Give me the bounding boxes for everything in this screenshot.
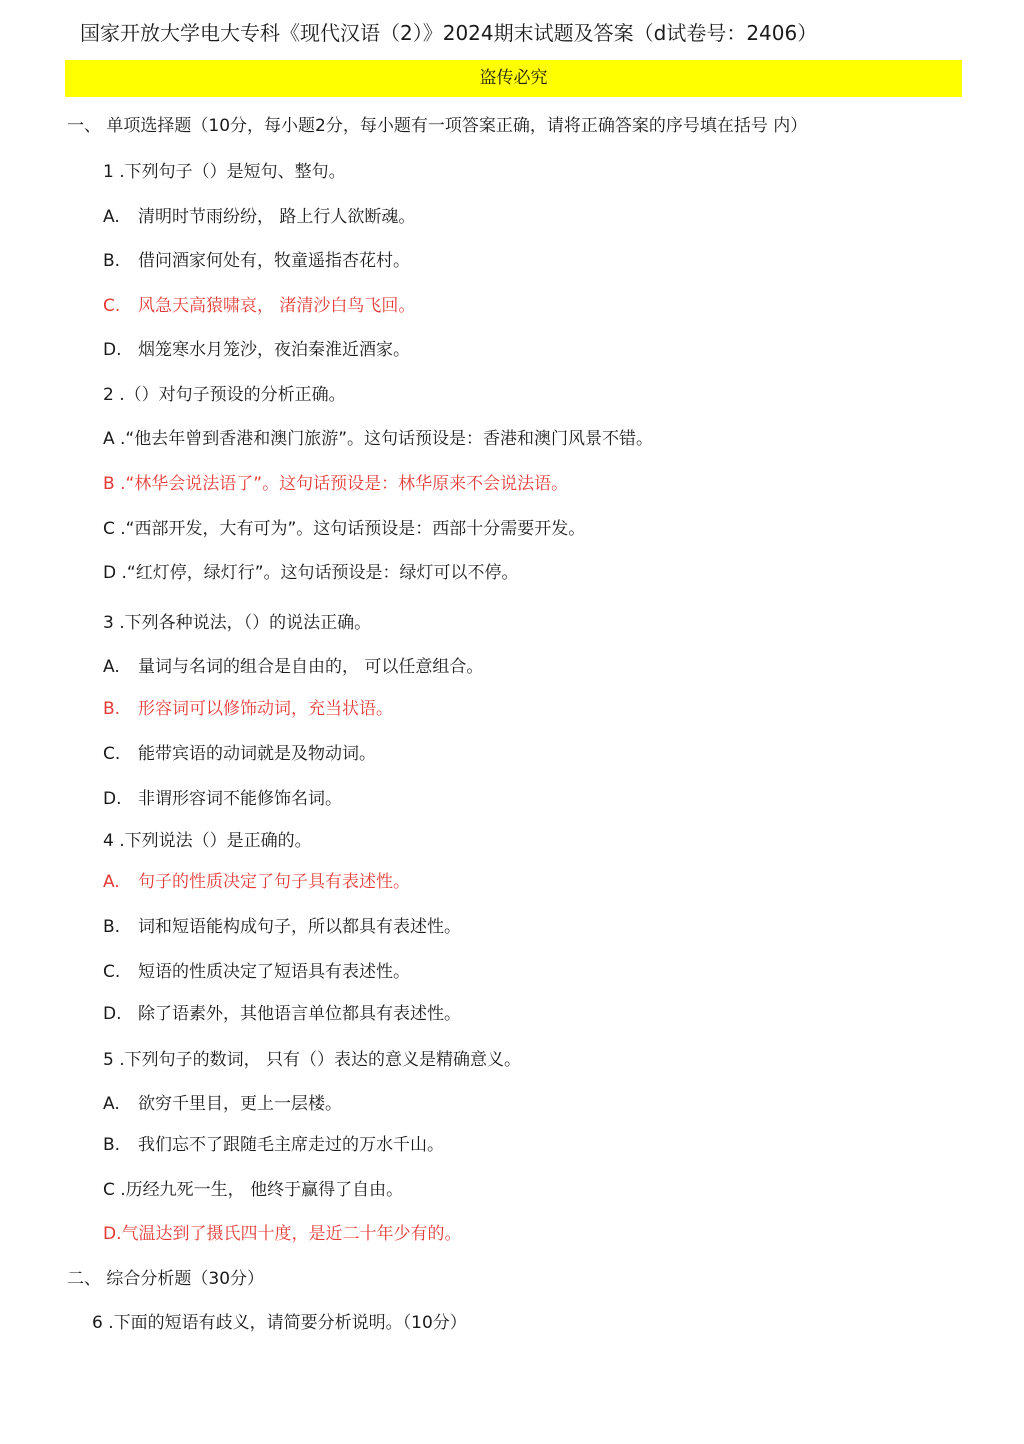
q3-option-b-letter: B. <box>103 699 121 719</box>
q4-option-c-letter: C. <box>103 962 121 982</box>
section-1-heading: 一、 单项选择题（10分，每小题2分，每小题有一项答案正确，请将正确答案的序号填在括号 内） <box>67 116 808 136</box>
copyright-banner: 盗传必究 <box>65 60 962 97</box>
q1-option-c-text: 风急天高猿啸哀， 渚清沙白鸟飞回。 <box>138 296 416 316</box>
question-5-stem: 5 .下列句子的数词， 只有（）表达的意义是精确意义。 <box>103 1050 522 1070</box>
q4-option-a-answer <box>103 869 410 895</box>
q2-option-a: A .“他去年曾到香港和澳门旅游”。这句话预设是：香港和澳门风景不错。 <box>103 429 654 449</box>
q4-option-b-letter: B. <box>103 917 121 937</box>
q5-option-a-letter: A. <box>103 1094 120 1114</box>
q3-option-c-letter: C. <box>103 744 121 764</box>
document-title: 国家开放大学电大专科《现代汉语（2）》2024期末试题及答案（d试卷号：2406） <box>80 21 818 45</box>
q4-option-a-text: 句子的性质决定了句子具有表述性。 <box>138 872 410 892</box>
q3-option-b-text: 形容词可以修饰动词，充当状语。 <box>138 699 393 719</box>
q1-option-a-letter: A. <box>103 207 120 227</box>
q2-option-b-answer: B .“林华会说法语了”。这句话预设是：林华原来不会说法语。 <box>103 474 569 494</box>
q5-option-b-text: 我们忘不了跟随毛主席走过的万水千山。 <box>138 1135 444 1155</box>
q4-option-d-letter: D. <box>103 1004 122 1024</box>
q2-option-d: D .“红灯停，绿灯行”。这句话预设是：绿灯可以不停。 <box>103 563 519 583</box>
q3-option-a-text: 量词与名词的组合是自由的， 可以任意组合。 <box>138 657 484 677</box>
q3-option-b-answer <box>103 696 393 722</box>
q3-option-d-text: 非谓形容词不能修饰名词。 <box>138 789 342 809</box>
q5-option-a <box>103 1091 342 1117</box>
q4-option-d-text: 除了语素外，其他语言单位都具有表述性。 <box>138 1004 461 1024</box>
q5-option-b <box>103 1132 444 1158</box>
q2-option-c: C .“西部开发，大有可为”。这句话预设是：西部十分需要开发。 <box>103 519 586 539</box>
question-2-stem: 2 .（）对句子预设的分析正确。 <box>103 385 346 405</box>
q4-option-b <box>103 914 461 940</box>
q4-option-a-letter: A. <box>103 872 120 892</box>
q1-option-b-letter: B. <box>103 251 121 271</box>
q1-option-c-answer <box>103 293 415 319</box>
q5-option-b-letter: B. <box>103 1135 121 1155</box>
q3-option-c-text: 能带宾语的动词就是及物动词。 <box>138 744 376 764</box>
q1-option-d-text: 烟笼寒水月笼沙，夜泊秦淮近酒家。 <box>138 340 410 360</box>
q1-option-c-letter: C. <box>103 296 121 316</box>
q5-option-a-text: 欲穷千里目，更上一层楼。 <box>138 1094 342 1114</box>
q1-option-a-text: 清明时节雨纷纷， 路上行人欲断魂。 <box>138 207 416 227</box>
q3-option-a <box>103 654 483 680</box>
q3-option-c <box>103 741 376 767</box>
question-3-stem: 3 .下列各种说法，（）的说法正确。 <box>103 613 372 633</box>
question-6-stem: 6 .下面的短语有歧义，请简要分析说明。（10分） <box>92 1313 467 1333</box>
q1-option-b <box>103 248 410 274</box>
question-1-stem: 1 .下列句子（）是短句、整句。 <box>103 162 346 182</box>
q4-option-c-text: 短语的性质决定了短语具有表述性。 <box>138 962 410 982</box>
section-2-heading: 二、 综合分析题（30分） <box>67 1269 265 1289</box>
q4-option-c <box>103 959 410 985</box>
q1-option-d <box>103 337 410 363</box>
q4-option-d <box>103 1001 461 1027</box>
q3-option-d <box>103 786 342 812</box>
question-4-stem: 4 .下列说法（）是正确的。 <box>103 831 312 851</box>
q3-option-d-letter: D. <box>103 789 122 809</box>
q3-option-a-letter: A. <box>103 657 120 677</box>
q5-option-d-answer: D.气温达到了摄氏四十度，是近二十年少有的。 <box>103 1224 462 1244</box>
q1-option-d-letter: D. <box>103 340 122 360</box>
q4-option-b-text: 词和短语能构成句子，所以都具有表述性。 <box>138 917 461 937</box>
q1-option-b-text: 借问酒家何处有，牧童遥指杏花村。 <box>138 251 410 271</box>
q5-option-c: C .历经九死一生， 他终于赢得了自由。 <box>103 1180 404 1200</box>
q1-option-a <box>103 204 415 230</box>
